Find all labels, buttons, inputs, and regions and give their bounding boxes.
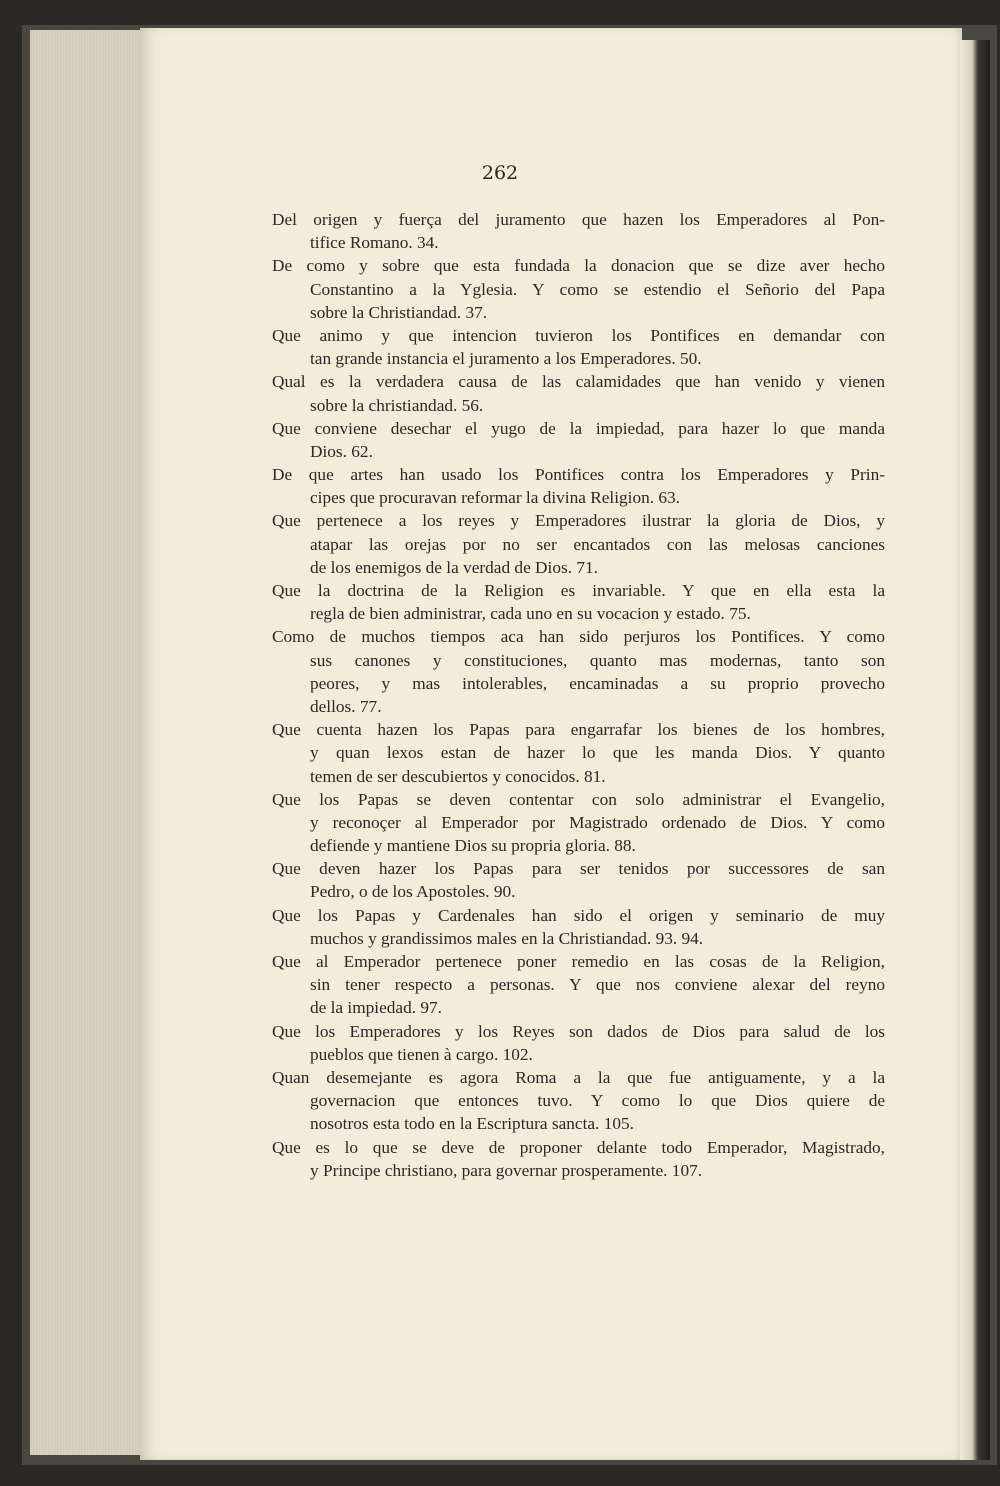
index-entry [272,718,885,788]
index-entries [272,208,885,1182]
index-entry [272,324,885,370]
entry-line: Que deven hazer los Papas para ser tenidos por successores de san [272,859,885,879]
entry-line: Que animo y que intencion tuvieron los Pontifices en demandar con [272,325,885,345]
entry-line: Que al Emperador pertenece poner remedio en las cosas de la Religion, [272,952,885,971]
page-number: 262 [481,162,519,184]
index-entry [272,788,885,858]
entry-line: atapar las orejas por no ser encantados con las melosas canciones [310,534,885,554]
entry-line: sobre la christiandad. 56. [310,395,484,415]
entry-line: tan grande instancia el juramento a los Emperadores. 50. [310,349,702,369]
entry-line: y Principe christiano, para governar prosperamente. 107. [310,1160,703,1180]
entry-line: tifice Romano. 34. [310,233,439,253]
entry-line: Que cuenta hazen los Papas para engarrafar los bienes de los hombres, [272,720,885,740]
index-entry [272,1136,885,1182]
entry-line: temen de ser descubiertos y conocidos. 81. [310,766,606,786]
index-entry [272,904,885,950]
entry-line: Que los Papas se deven contentar con solo administrar el Evangelio, [272,789,885,809]
entry-line: De como y sobre que esta fundada la donacion que se dize aver hecho [272,256,885,276]
entry-line: defiende y mantiene Dios su propria gloria. 88. [310,836,636,856]
entry-line: Constantino a la Yglesia. Y como se estendio el Señorio del Papa [310,279,885,299]
entry-line: cipes que procuravan reformar la divina Religion. 63. [310,488,680,508]
index-entry [272,417,885,463]
entry-line: De que artes han usado los Pontifices contra los Emperadores y Prin- [272,465,885,485]
index-entry [272,509,885,579]
entry-line: Que es lo que se deve de proponer delante todo Emperador, Magistrado, [272,1137,885,1157]
entry-line: pueblos que tienen à cargo. 102. [310,1044,533,1064]
entry-line: de la impiedad. 97. [310,998,442,1018]
page-edges [30,30,148,1455]
entry-line: Como de muchos tiempos aca han sido perjuros los Pontifices. Y como [272,627,885,647]
entry-line: peores, y mas intolerables, encaminadas a su proprio provecho [310,673,885,693]
entry-line: y reconoçer al Emperador por Magistrado ordenado de Dios. Y como [310,812,885,832]
entry-line: governacion que entonces tuvo. Y como lo que Dios quiere de [310,1091,885,1111]
entry-line: sobre la Christiandad. 37. [310,302,488,322]
entry-line: Que los Emperadores y los Reyes son dados de Dios para salud de los [272,1021,885,1041]
index-entry [272,463,885,509]
index-entry [272,1066,885,1136]
entry-line: Qual es la verdadera causa de las calamidades que han venido y vienen [272,372,885,392]
entry-line: Quan desemejante es agora Roma a la que fue antiguamente, y a la [272,1067,885,1087]
index-entry [272,208,885,254]
entry-line: Del origen y fuerça del juramento que hazen los Emperadores al Pon- [272,210,885,229]
entry-line: Dios. 62. [310,441,373,461]
index-entry [272,625,885,718]
index-entry [272,370,885,416]
entry-line: sin tener respecto a personas. Y que nos conviene alexar del reyno [310,975,885,995]
entry-line: y quan lexos estan de hazer lo que les manda Dios. Y quanto [310,743,885,763]
index-entry [272,579,885,625]
entry-line: muchos y grandissimos males en la Christiandad. 93. 94. [310,928,704,948]
entry-line: Que la doctrina de la Religion es invariable. Y que en ella esta la [272,581,885,600]
entry-line: de los enemigos de la verdad de Dios. 71. [310,557,598,577]
entry-line: Pedro, o de los Apostoles. 90. [310,882,516,902]
entry-line: nosotros esta todo en la Escriptura sancta. 105. [310,1114,634,1134]
entry-line: Que los Papas y Cardenales han sido el origen y seminario de muy [272,905,885,925]
index-entry [272,254,885,324]
index-entry [272,857,885,903]
entry-line: dellos. 77. [310,696,382,716]
entry-line: Que pertenece a los reyes y Emperadores ilustrar la gloria de Dios, y [272,511,885,531]
entry-line: Que conviene desechar el yugo de la impiedad, para hazer lo que manda [272,418,885,438]
index-entry [272,1020,885,1066]
entry-line: regla de bien administrar, cada uno en su vocacion y estado. 75. [310,604,751,624]
book-gutter [960,40,990,1460]
entry-line: sus canones y constituciones, quanto mas modernas, tanto son [310,650,885,670]
index-entry [272,950,885,1020]
